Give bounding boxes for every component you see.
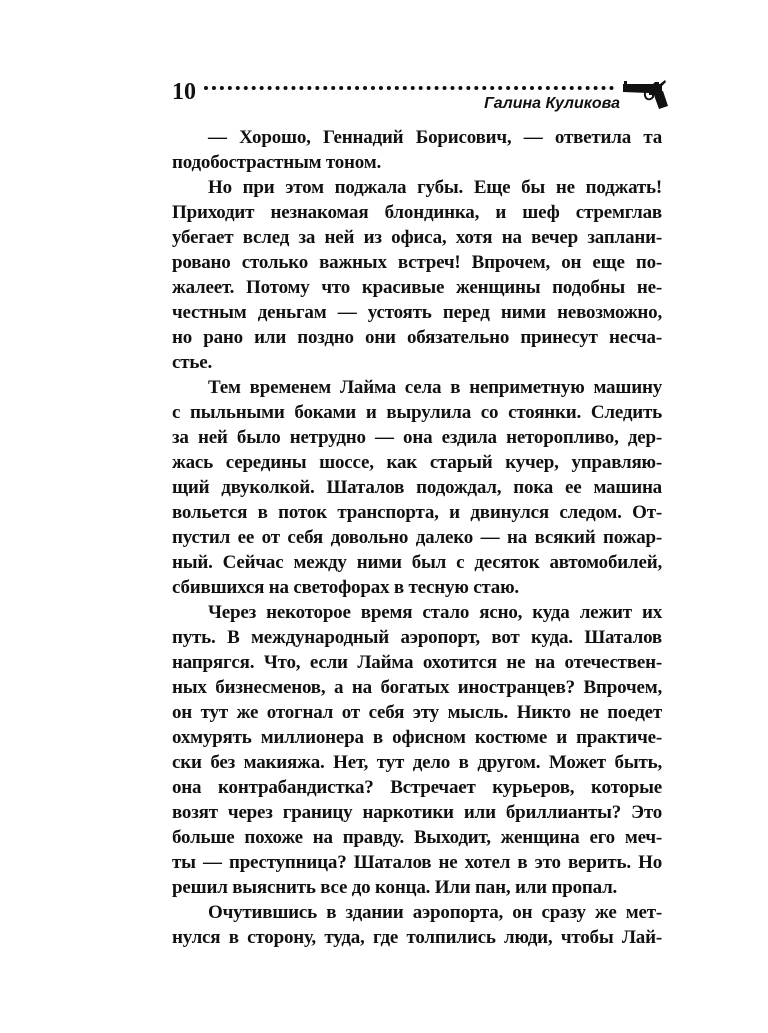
text-line: жалеет. Потому что красивые женщины подобны не- (172, 277, 662, 298)
text-line: напрягся. Что, если Лайма охотится не на отечествен- (172, 652, 662, 673)
text-line: жась середины шоссе, как старый кучер, управляю- (172, 452, 662, 473)
text-line: пустил ее от себя довольно далеко — на всякий пожар- (172, 527, 662, 548)
text-line: ровано столько важных встреч! Впрочем, он еще по- (172, 252, 662, 273)
text-line: больше похоже на правду. Выходит, женщина его меч- (172, 827, 662, 848)
text-line: щий двуколкой. Шаталов подождал, пока ее машина (172, 477, 662, 498)
text-line: Очутившись в здании аэропорта, он сразу же мет- (208, 902, 662, 923)
text-line: ты — преступница? Шаталов не хотел в это верить. Но (172, 852, 662, 873)
running-head-author: Галина Куликова (484, 95, 620, 112)
text-line: сбившихся на светофорах в тесную стаю. (172, 577, 519, 598)
pistol-icon (622, 78, 668, 110)
text-line: вольется в поток транспорта, и двинулся следом. От- (172, 502, 662, 523)
text-line: нулся в сторону, туда, где толпились люди, чтобы Лай- (172, 927, 662, 948)
text-line: стье. (172, 352, 212, 373)
text-line: возят через границу наркотики или бриллианты? Это (172, 802, 662, 823)
text-line: ный. Сейчас между ними был с десяток автомобилей, (172, 552, 662, 573)
page-number: 10 (172, 79, 196, 105)
text-line: ных бизнесменов, а на богатых иностранцев? Впрочем, (172, 677, 662, 698)
text-line: Через некоторое время стало ясно, куда лежит их (208, 602, 662, 623)
text-line: она контрабандистка? Встречает курьеров, которые (172, 777, 662, 798)
text-line: с пыльными боками и вырулила со стоянки. Следить (172, 402, 662, 423)
text-line: но рано или поздно они обязательно принесут несча- (172, 327, 662, 348)
text-line: подобострастным тоном. (172, 152, 382, 173)
text-line: путь. В международный аэропорт, вот куда. Шаталов (172, 627, 662, 648)
text-line: решил выяснить все до конца. Или пан, или пропал. (172, 877, 618, 898)
text-line: охмурять миллионера в офисном костюме и практиче- (172, 727, 662, 748)
text-line: Приходит незнакомая блондинка, и шеф стремглав (172, 202, 662, 223)
text-line: Тем временем Лайма села в неприметную машину (208, 377, 662, 398)
text-line: убегает вслед за ней из офиса, хотя на вечер заплани- (172, 227, 662, 248)
text-line: он тут же отогнал от себя эту мысль. Никто не поедет (172, 702, 662, 723)
text-line: за ней было нетрудно — она ездила неторопливо, дер- (172, 427, 662, 448)
text-line: Но при этом поджала губы. Еще бы не поджать! (208, 177, 662, 198)
header-dotted-rule (204, 86, 614, 90)
text-line: ски без макияжа. Нет, тут дело в другом. Может быть, (172, 752, 662, 773)
text-line: честным деньгам — устоять перед ними невозможно, (172, 302, 662, 323)
book-text (172, 125, 662, 950)
text-line: — Хорошо, Геннадий Борисович, — ответила та (208, 127, 662, 148)
